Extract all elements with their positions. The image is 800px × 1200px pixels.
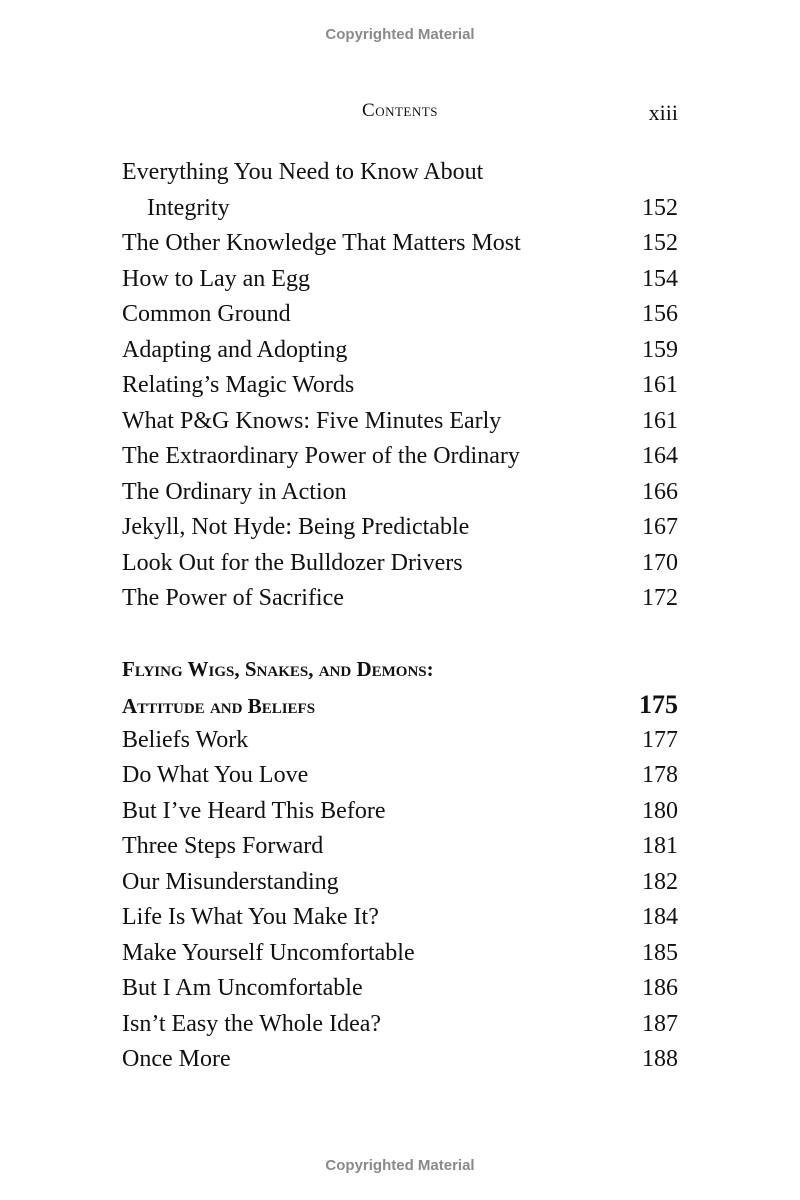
toc-entry-page: 172 — [642, 585, 678, 611]
toc-entry-title: But I’ve Heard This Before — [122, 797, 386, 824]
toc-entry — [122, 439, 678, 475]
chapter-heading-line-1 — [122, 652, 678, 688]
toc-entry-page: 181 — [642, 833, 678, 859]
toc-entry — [122, 404, 678, 440]
chapter-title-line-2: Attitude and Beliefs — [122, 694, 316, 718]
toc-entry — [122, 368, 678, 404]
toc-entry — [122, 475, 678, 511]
chapter-title-line-1: Flying Wigs, Snakes, and Demons: — [122, 656, 434, 681]
toc-entry-title: Relating’s Magic Words — [122, 372, 355, 398]
toc-entry — [122, 1042, 678, 1078]
toc-entry-title: Isn’t Easy the Whole Idea? — [122, 1010, 382, 1037]
toc-entry-page: 154 — [642, 265, 678, 292]
toc-entry-title: The Ordinary in Action — [122, 478, 347, 505]
toc-entry-page: 186 — [642, 975, 678, 1001]
toc-entry-page: 156 — [642, 301, 678, 327]
toc-entry-page: 152 — [642, 230, 678, 256]
toc-entry-title: Everything You Need to Know About — [122, 159, 484, 185]
copyright-watermark-bottom: Copyrighted Material — [325, 1157, 475, 1174]
toc-entry — [122, 971, 678, 1007]
toc-entry-page: 187 — [642, 1010, 678, 1037]
toc-entry — [122, 226, 678, 262]
toc-entry-title: Our Misunderstanding — [122, 868, 339, 895]
running-head-title: Contents — [362, 100, 438, 121]
toc-entry-page: 159 — [642, 336, 678, 363]
section-spacer — [122, 617, 678, 652]
toc-entry-page: 152 — [642, 194, 678, 221]
toc-entry-title: Do What You Love — [122, 762, 309, 788]
toc-entry-page: 161 — [642, 372, 678, 398]
toc-entry — [122, 794, 678, 830]
toc-entry-title: Three Steps Forward — [122, 833, 324, 859]
toc-entry-page: 184 — [642, 904, 678, 930]
toc-entry-page: 166 — [642, 478, 678, 505]
toc-entry-title: Integrity — [147, 194, 230, 221]
toc-entry-title: Adapting and Adopting — [122, 336, 348, 363]
toc-entry-page: 161 — [642, 407, 678, 434]
toc-entry — [122, 865, 678, 901]
copyright-watermark-top: Copyrighted Material — [325, 26, 475, 43]
toc-entry — [122, 191, 678, 227]
toc-entry-page: 164 — [642, 443, 678, 469]
toc-entry-title: Common Ground — [122, 301, 291, 327]
table-of-contents — [122, 155, 678, 1078]
toc-entry — [122, 546, 678, 582]
toc-entry — [122, 262, 678, 298]
toc-entry-title: The Extraordinary Power of the Ordinary — [122, 443, 520, 469]
running-head — [122, 100, 678, 128]
toc-entry — [122, 829, 678, 865]
toc-entry — [122, 297, 678, 333]
chapter-page-number: 175 — [639, 690, 678, 719]
toc-entry — [122, 333, 678, 369]
toc-entry-page: 177 — [642, 726, 678, 753]
toc-entry — [122, 155, 678, 191]
toc-entry-page: 182 — [642, 868, 678, 895]
toc-entry-title: Life Is What You Make It? — [122, 904, 379, 930]
toc-entry-title: The Power of Sacrifice — [122, 585, 344, 611]
toc-entry-title: Make Yourself Uncomfortable — [122, 939, 415, 966]
toc-entry-page: 170 — [642, 549, 678, 576]
toc-entry — [122, 1007, 678, 1043]
toc-entry-title: What P&G Knows: Five Minutes Early — [122, 407, 502, 434]
toc-entry-title: How to Lay an Egg — [122, 265, 310, 292]
toc-entry — [122, 723, 678, 759]
toc-entry-title: Jekyll, Not Hyde: Being Predictable — [122, 514, 470, 540]
toc-entry-title: The Other Knowledge That Matters Most — [122, 230, 521, 256]
toc-entry — [122, 900, 678, 936]
toc-entry-page: 178 — [642, 762, 678, 788]
toc-entry-title: Once More — [122, 1046, 231, 1072]
toc-entry-page: 180 — [642, 797, 678, 824]
toc-entry-title: Look Out for the Bulldozer Drivers — [122, 549, 463, 576]
chapter-heading-line-2 — [122, 687, 678, 723]
toc-entry — [122, 936, 678, 972]
toc-entry-page: 185 — [642, 939, 678, 966]
toc-entry-page: 188 — [642, 1046, 678, 1072]
toc-entry — [122, 758, 678, 794]
page-folio: xiii — [648, 100, 678, 125]
toc-entry — [122, 581, 678, 617]
toc-entry-page: 167 — [642, 514, 678, 540]
toc-entry — [122, 510, 678, 546]
toc-entry-title: Beliefs Work — [122, 726, 249, 753]
toc-entry-title: But I Am Uncomfortable — [122, 975, 363, 1001]
